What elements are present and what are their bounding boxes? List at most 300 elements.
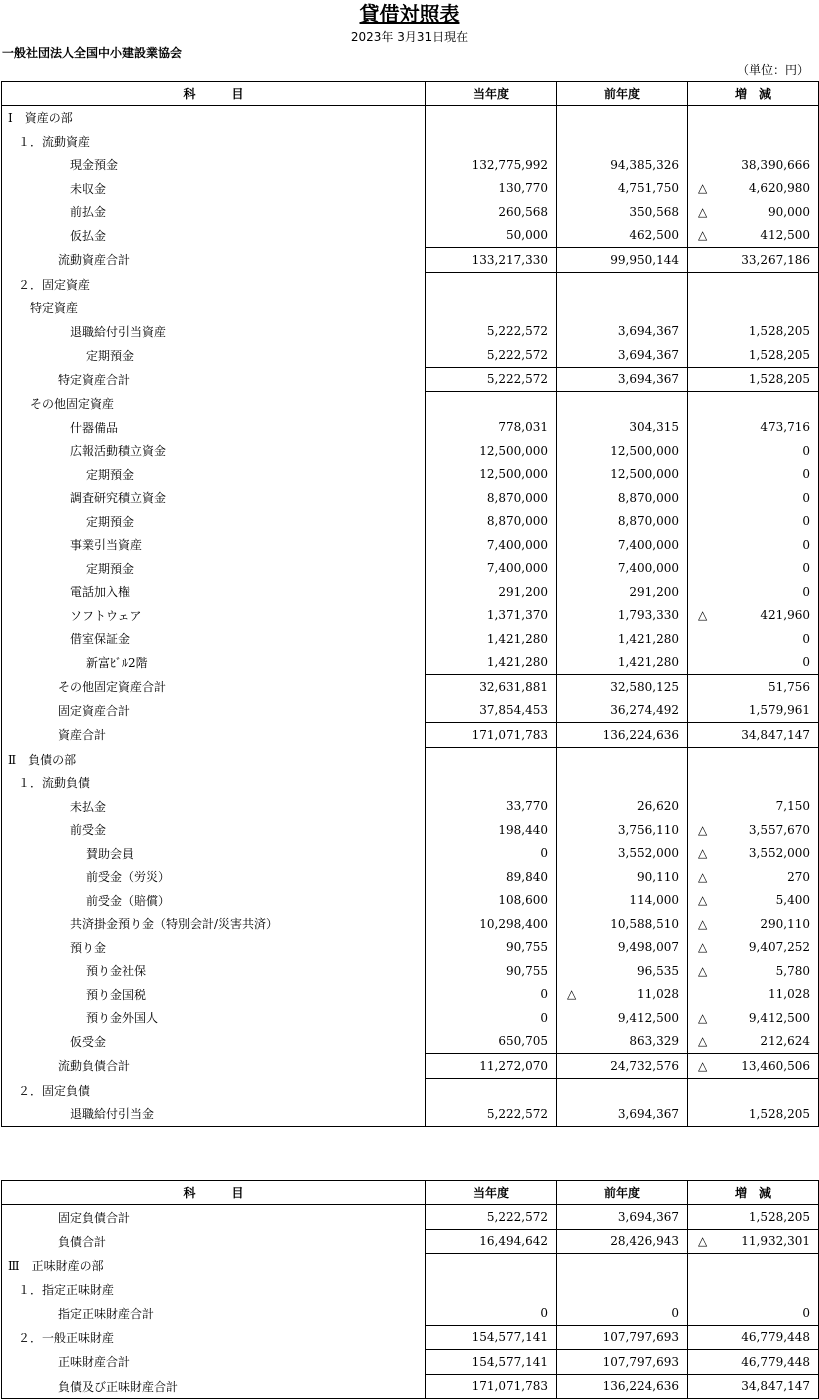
value-current-text: 198,440 (498, 822, 548, 837)
negative-mark: △ (567, 987, 577, 1002)
row-label-text: 流動負債合計 (58, 1059, 131, 1074)
row-label (2, 959, 426, 983)
value-previous-text: 107,797,693 (602, 1330, 679, 1345)
value-change (688, 1374, 819, 1399)
table-row (2, 627, 819, 651)
table-row (2, 1301, 819, 1325)
value-change (688, 983, 819, 1007)
value-current (426, 224, 557, 248)
value-previous (557, 1301, 688, 1325)
table-row (2, 1374, 819, 1399)
table-row (2, 392, 819, 416)
value-change-text: 0 (802, 514, 810, 529)
table-row (2, 723, 819, 748)
value-previous (557, 296, 688, 320)
row-label-text: 前受金（労災） (86, 870, 171, 885)
row-label-text: ２．固定資産 (18, 277, 91, 292)
table-header-row (2, 1181, 819, 1205)
value-current-text: 108,600 (498, 893, 548, 908)
row-label (2, 651, 426, 675)
table-row (2, 959, 819, 983)
unit-label: （単位：円） (736, 63, 809, 77)
row-label (2, 533, 426, 557)
value-current (426, 463, 557, 487)
value-change-text: 212,624 (760, 1034, 810, 1049)
value-previous (557, 889, 688, 913)
value-previous-text: 136,224,636 (602, 1379, 679, 1394)
value-previous-text: 462,500 (629, 228, 679, 243)
row-label-text: 定期預金 (86, 561, 135, 576)
table-row (2, 1030, 819, 1054)
value-previous-text: 8,870,000 (617, 490, 679, 505)
value-change (688, 699, 819, 723)
value-change (688, 439, 819, 463)
value-current (426, 912, 557, 936)
value-change-text: 3,557,670 (748, 822, 810, 837)
row-label (2, 936, 426, 960)
row-label-text: Ⅲ 正味財産の部 (8, 1259, 104, 1273)
value-previous (557, 747, 688, 771)
row-label-text: 電話加入権 (70, 585, 131, 600)
row-label-text: 退職給付引当金 (70, 1107, 155, 1122)
value-previous (557, 463, 688, 487)
value-current-text: 778,031 (498, 420, 548, 435)
row-label (2, 272, 426, 296)
value-previous-text: 136,224,636 (602, 727, 679, 742)
value-previous (557, 1102, 688, 1126)
value-current-text: 7,400,000 (486, 561, 548, 576)
value-current (426, 439, 557, 463)
row-label (2, 580, 426, 604)
value-current-text: 650,705 (498, 1034, 548, 1049)
value-previous (557, 248, 688, 273)
value-change-text: 1,528,205 (748, 324, 810, 339)
value-change-text: 33,267,186 (741, 252, 810, 267)
value-change-text: 3,552,000 (748, 846, 810, 861)
row-label (2, 1325, 426, 1350)
value-change (688, 557, 819, 581)
row-label (2, 723, 426, 748)
row-label (2, 1374, 426, 1399)
row-label-text: 固定負債合計 (58, 1210, 131, 1225)
row-label (2, 1030, 426, 1054)
table-row (2, 912, 819, 936)
value-previous (557, 343, 688, 367)
row-label-text: 仮払金 (70, 229, 107, 243)
value-change-text: 0 (802, 584, 810, 599)
row-label (2, 983, 426, 1007)
row-label-text: 共済掛金預り金（特別会計/災害共済） (70, 917, 279, 932)
value-current-text: 8,870,000 (486, 490, 548, 505)
document-title: 貸借対照表 (359, 2, 460, 26)
row-label-text: 賛助会員 (86, 846, 135, 861)
table-row (2, 580, 819, 604)
value-change-text: 11,028 (768, 987, 810, 1002)
value-current-text: 50,000 (506, 228, 548, 243)
row-label-text: 資産合計 (58, 728, 107, 743)
value-current-text: 291,200 (498, 584, 548, 599)
value-previous (557, 983, 688, 1007)
value-change-text: 412,500 (760, 228, 810, 243)
value-current-text: 90,755 (506, 963, 548, 978)
value-current-text: 37,854,453 (479, 703, 548, 718)
row-label-text: 前受金 (70, 823, 107, 838)
value-change (688, 1278, 819, 1302)
value-previous-text: 11,028 (637, 987, 679, 1002)
header-change: 増 減 (688, 82, 819, 106)
negative-mark: △ (698, 228, 708, 243)
value-previous-text: 7,400,000 (617, 561, 679, 576)
value-previous-text: 107,797,693 (602, 1354, 679, 1369)
value-current-text: 130,770 (498, 181, 548, 196)
organization-name: 一般社団法人全国中小建設業協会 (2, 46, 183, 60)
value-previous (557, 320, 688, 344)
row-label (2, 771, 426, 795)
value-current (426, 604, 557, 628)
value-change-text: 46,779,448 (741, 1330, 810, 1345)
value-current-text: 5,222,572 (486, 324, 548, 339)
value-change (688, 959, 819, 983)
value-previous (557, 200, 688, 224)
value-current (426, 1054, 557, 1079)
table-row (2, 272, 819, 296)
row-label-text: 定期預金 (86, 467, 135, 482)
value-previous-text: 3,694,367 (617, 1209, 679, 1224)
value-change (688, 367, 819, 392)
value-change-text: 90,000 (768, 204, 810, 219)
value-change (688, 1350, 819, 1375)
value-current (426, 842, 557, 866)
row-label-text: 預り金国税 (86, 987, 147, 1002)
value-current-text: 32,631,881 (479, 679, 548, 694)
value-previous (557, 1325, 688, 1350)
value-current-text: 0 (540, 1010, 548, 1025)
table-row (2, 842, 819, 866)
value-current (426, 723, 557, 748)
value-previous (557, 1229, 688, 1254)
table-row (2, 224, 819, 248)
table-row (2, 983, 819, 1007)
table-row (2, 486, 819, 510)
row-label (2, 248, 426, 273)
value-current-text: 154,577,141 (471, 1330, 548, 1345)
value-previous (557, 153, 688, 177)
value-current (426, 795, 557, 819)
value-change (688, 153, 819, 177)
row-label (2, 747, 426, 771)
value-previous (557, 604, 688, 628)
value-previous-text: 7,400,000 (617, 537, 679, 552)
value-previous-text: 26,620 (637, 799, 679, 814)
value-change (688, 1006, 819, 1030)
table-row (2, 463, 819, 487)
value-current-text: 0 (540, 1305, 548, 1320)
negative-mark: △ (698, 940, 708, 955)
value-change-text: 421,960 (760, 608, 810, 623)
value-current-text: 133,217,330 (471, 252, 548, 267)
value-change (688, 200, 819, 224)
value-previous (557, 367, 688, 392)
negative-mark: △ (698, 1234, 708, 1249)
table-row (2, 320, 819, 344)
value-previous (557, 392, 688, 416)
value-change-text: 5,780 (775, 963, 810, 978)
balance-sheet-table-2 (1, 1180, 819, 1399)
table-row (2, 1078, 819, 1102)
value-change (688, 771, 819, 795)
value-current-text: 7,400,000 (486, 537, 548, 552)
row-label-text: 広報活動積立資金 (70, 444, 167, 459)
value-current (426, 486, 557, 510)
value-current-text: 8,870,000 (486, 514, 548, 529)
value-current (426, 320, 557, 344)
row-label-text: 負債及び正味財産合計 (58, 1379, 179, 1394)
row-label-text: 借室保証金 (70, 632, 131, 647)
value-change-text: 0 (802, 655, 810, 670)
value-change-text: 0 (802, 561, 810, 576)
value-previous (557, 723, 688, 748)
value-previous-text: 304,315 (629, 420, 679, 435)
value-current-text: 5,222,572 (486, 1106, 548, 1121)
row-label-text: 預り金社保 (86, 964, 147, 979)
row-label-text: 新富ﾋﾞﾙ2階 (86, 656, 148, 670)
row-label-text: 未収金 (70, 181, 107, 196)
value-change (688, 580, 819, 604)
value-change-text: 1,528,205 (748, 347, 810, 362)
value-current-text: 171,071,783 (471, 1379, 548, 1394)
table-row (2, 533, 819, 557)
value-previous-text: 863,329 (629, 1034, 679, 1049)
value-previous (557, 936, 688, 960)
value-current (426, 533, 557, 557)
value-current (426, 1254, 557, 1278)
value-previous-text: 9,498,007 (617, 940, 679, 955)
row-label (2, 1278, 426, 1302)
table-row (2, 200, 819, 224)
table-row (2, 416, 819, 440)
value-current (426, 627, 557, 651)
value-current-text: 10,298,400 (479, 916, 548, 931)
value-current (426, 675, 557, 699)
value-change (688, 248, 819, 273)
row-label-text: その他固定資産 (30, 397, 115, 411)
row-label (2, 865, 426, 889)
value-previous-text: 0 (671, 1305, 679, 1320)
value-current (426, 865, 557, 889)
value-current-text: 154,577,141 (471, 1354, 548, 1369)
value-current-text: 33,770 (506, 799, 548, 814)
row-label-text: １．指定正味財産 (18, 1282, 115, 1297)
value-previous (557, 1254, 688, 1278)
value-previous-text: 3,694,367 (617, 324, 679, 339)
value-current (426, 651, 557, 675)
value-current (426, 296, 557, 320)
value-previous (557, 1350, 688, 1375)
row-label (2, 153, 426, 177)
value-previous (557, 959, 688, 983)
value-previous (557, 272, 688, 296)
row-label-text: ２．一般正味財産 (18, 1330, 115, 1345)
value-current-text: 0 (540, 846, 548, 861)
table-row (2, 1205, 819, 1230)
row-label (2, 604, 426, 628)
value-previous-text: 3,756,110 (617, 822, 679, 837)
value-change (688, 795, 819, 819)
row-label-text: 前払金 (70, 205, 107, 220)
value-current-text: 5,222,572 (486, 372, 548, 387)
value-previous (557, 580, 688, 604)
value-change-text: 38,390,666 (741, 157, 810, 172)
header-item: 科 目 (2, 1181, 426, 1205)
row-label (2, 486, 426, 510)
row-label-text: 正味財産合計 (58, 1355, 131, 1370)
value-previous-text: 90,110 (637, 869, 679, 884)
value-change-text: 4,620,980 (748, 181, 810, 196)
value-change-text: 1,528,205 (748, 372, 810, 387)
row-label (2, 842, 426, 866)
value-previous (557, 416, 688, 440)
value-change (688, 1301, 819, 1325)
table-row (2, 439, 819, 463)
row-label-text: ソフトウェア (70, 608, 142, 623)
negative-mark: △ (698, 1058, 708, 1073)
row-label-text: 特定資産合計 (58, 372, 131, 387)
row-label-text: 現金預金 (70, 158, 119, 173)
table-row (2, 865, 819, 889)
row-label (2, 106, 426, 130)
header-previous: 前年度 (557, 82, 688, 106)
row-label (2, 463, 426, 487)
value-change-text: 290,110 (760, 916, 810, 931)
negative-mark: △ (698, 181, 708, 196)
value-change-text: 9,412,500 (748, 1010, 810, 1025)
table-row (2, 130, 819, 154)
value-change (688, 1102, 819, 1126)
row-label (2, 1205, 426, 1230)
value-change (688, 463, 819, 487)
negative-mark: △ (698, 846, 708, 861)
row-label (2, 1102, 426, 1126)
value-previous (557, 818, 688, 842)
value-change (688, 533, 819, 557)
value-previous-text: 99,950,144 (610, 252, 679, 267)
value-change (688, 416, 819, 440)
table-row (2, 936, 819, 960)
value-previous-text: 96,535 (637, 963, 679, 978)
row-label (2, 343, 426, 367)
value-change (688, 1229, 819, 1254)
value-change-text: 34,847,147 (741, 1379, 810, 1394)
row-label-text: １．流動負債 (18, 776, 91, 791)
value-change-text: 270 (787, 869, 810, 884)
row-label-text: Ⅱ 負債の部 (8, 752, 77, 767)
value-change-text: 0 (802, 467, 810, 482)
table-row (2, 343, 819, 367)
negative-mark: △ (698, 1010, 708, 1025)
value-change (688, 1078, 819, 1102)
negative-mark: △ (698, 963, 708, 978)
value-current (426, 416, 557, 440)
value-change-text: 0 (802, 490, 810, 505)
row-label-text: ２．固定負債 (18, 1083, 91, 1098)
value-change (688, 272, 819, 296)
value-current (426, 1205, 557, 1230)
value-change (688, 320, 819, 344)
row-label (2, 177, 426, 201)
value-current (426, 272, 557, 296)
row-label-text: 預り金外国人 (86, 1011, 159, 1026)
value-current (426, 510, 557, 534)
value-previous-text: 3,552,000 (617, 846, 679, 861)
value-previous-text: 32,580,125 (610, 679, 679, 694)
value-previous-text: 4,751,750 (617, 181, 679, 196)
value-current (426, 106, 557, 130)
value-previous-text: 36,274,492 (610, 703, 679, 718)
table-row (2, 1278, 819, 1302)
row-label (2, 367, 426, 392)
value-current-text: 260,568 (498, 204, 548, 219)
value-current (426, 1301, 557, 1325)
value-change (688, 1054, 819, 1079)
row-label (2, 1254, 426, 1278)
row-label-text: 調査研究積立資金 (70, 491, 167, 506)
negative-mark: △ (698, 869, 708, 884)
value-previous-text: 114,000 (629, 893, 679, 908)
value-previous (557, 699, 688, 723)
value-current-text: 5,222,572 (486, 1209, 548, 1224)
value-previous (557, 1030, 688, 1054)
table-row (2, 1102, 819, 1126)
value-current (426, 200, 557, 224)
value-current-text: 1,421,280 (486, 631, 548, 646)
row-label-text: 預り金 (70, 940, 107, 955)
value-previous (557, 795, 688, 819)
row-label-text: 仮受金 (70, 1035, 107, 1049)
row-label-text: その他固定資産合計 (58, 680, 167, 694)
row-label (2, 439, 426, 463)
value-current (426, 177, 557, 201)
value-current (426, 1006, 557, 1030)
value-previous (557, 865, 688, 889)
row-label (2, 818, 426, 842)
table-row (2, 651, 819, 675)
row-label (2, 889, 426, 913)
value-change-text: 1,528,205 (748, 1209, 810, 1224)
value-current-text: 12,500,000 (479, 467, 548, 482)
value-current (426, 1229, 557, 1254)
value-previous-text: 1,421,280 (617, 631, 679, 646)
row-label (2, 795, 426, 819)
value-previous-text: 12,500,000 (610, 443, 679, 458)
value-current-text: 11,272,070 (479, 1058, 548, 1073)
row-label (2, 224, 426, 248)
row-label-text: 指定正味財産合計 (58, 1306, 155, 1321)
table-body-1 (2, 106, 819, 1127)
row-label (2, 1229, 426, 1254)
table-row (2, 248, 819, 273)
table-row (2, 557, 819, 581)
row-label-text: 退職給付引当資産 (70, 324, 167, 339)
value-previous-text: 350,568 (629, 204, 679, 219)
value-current (426, 889, 557, 913)
row-label-text: 什器備品 (70, 420, 119, 435)
value-previous (557, 486, 688, 510)
value-change-text: 0 (802, 1305, 810, 1320)
value-previous (557, 510, 688, 534)
row-label-text: １．流動資産 (18, 134, 91, 149)
value-current-text: 171,071,783 (471, 727, 548, 742)
table-row (2, 889, 819, 913)
